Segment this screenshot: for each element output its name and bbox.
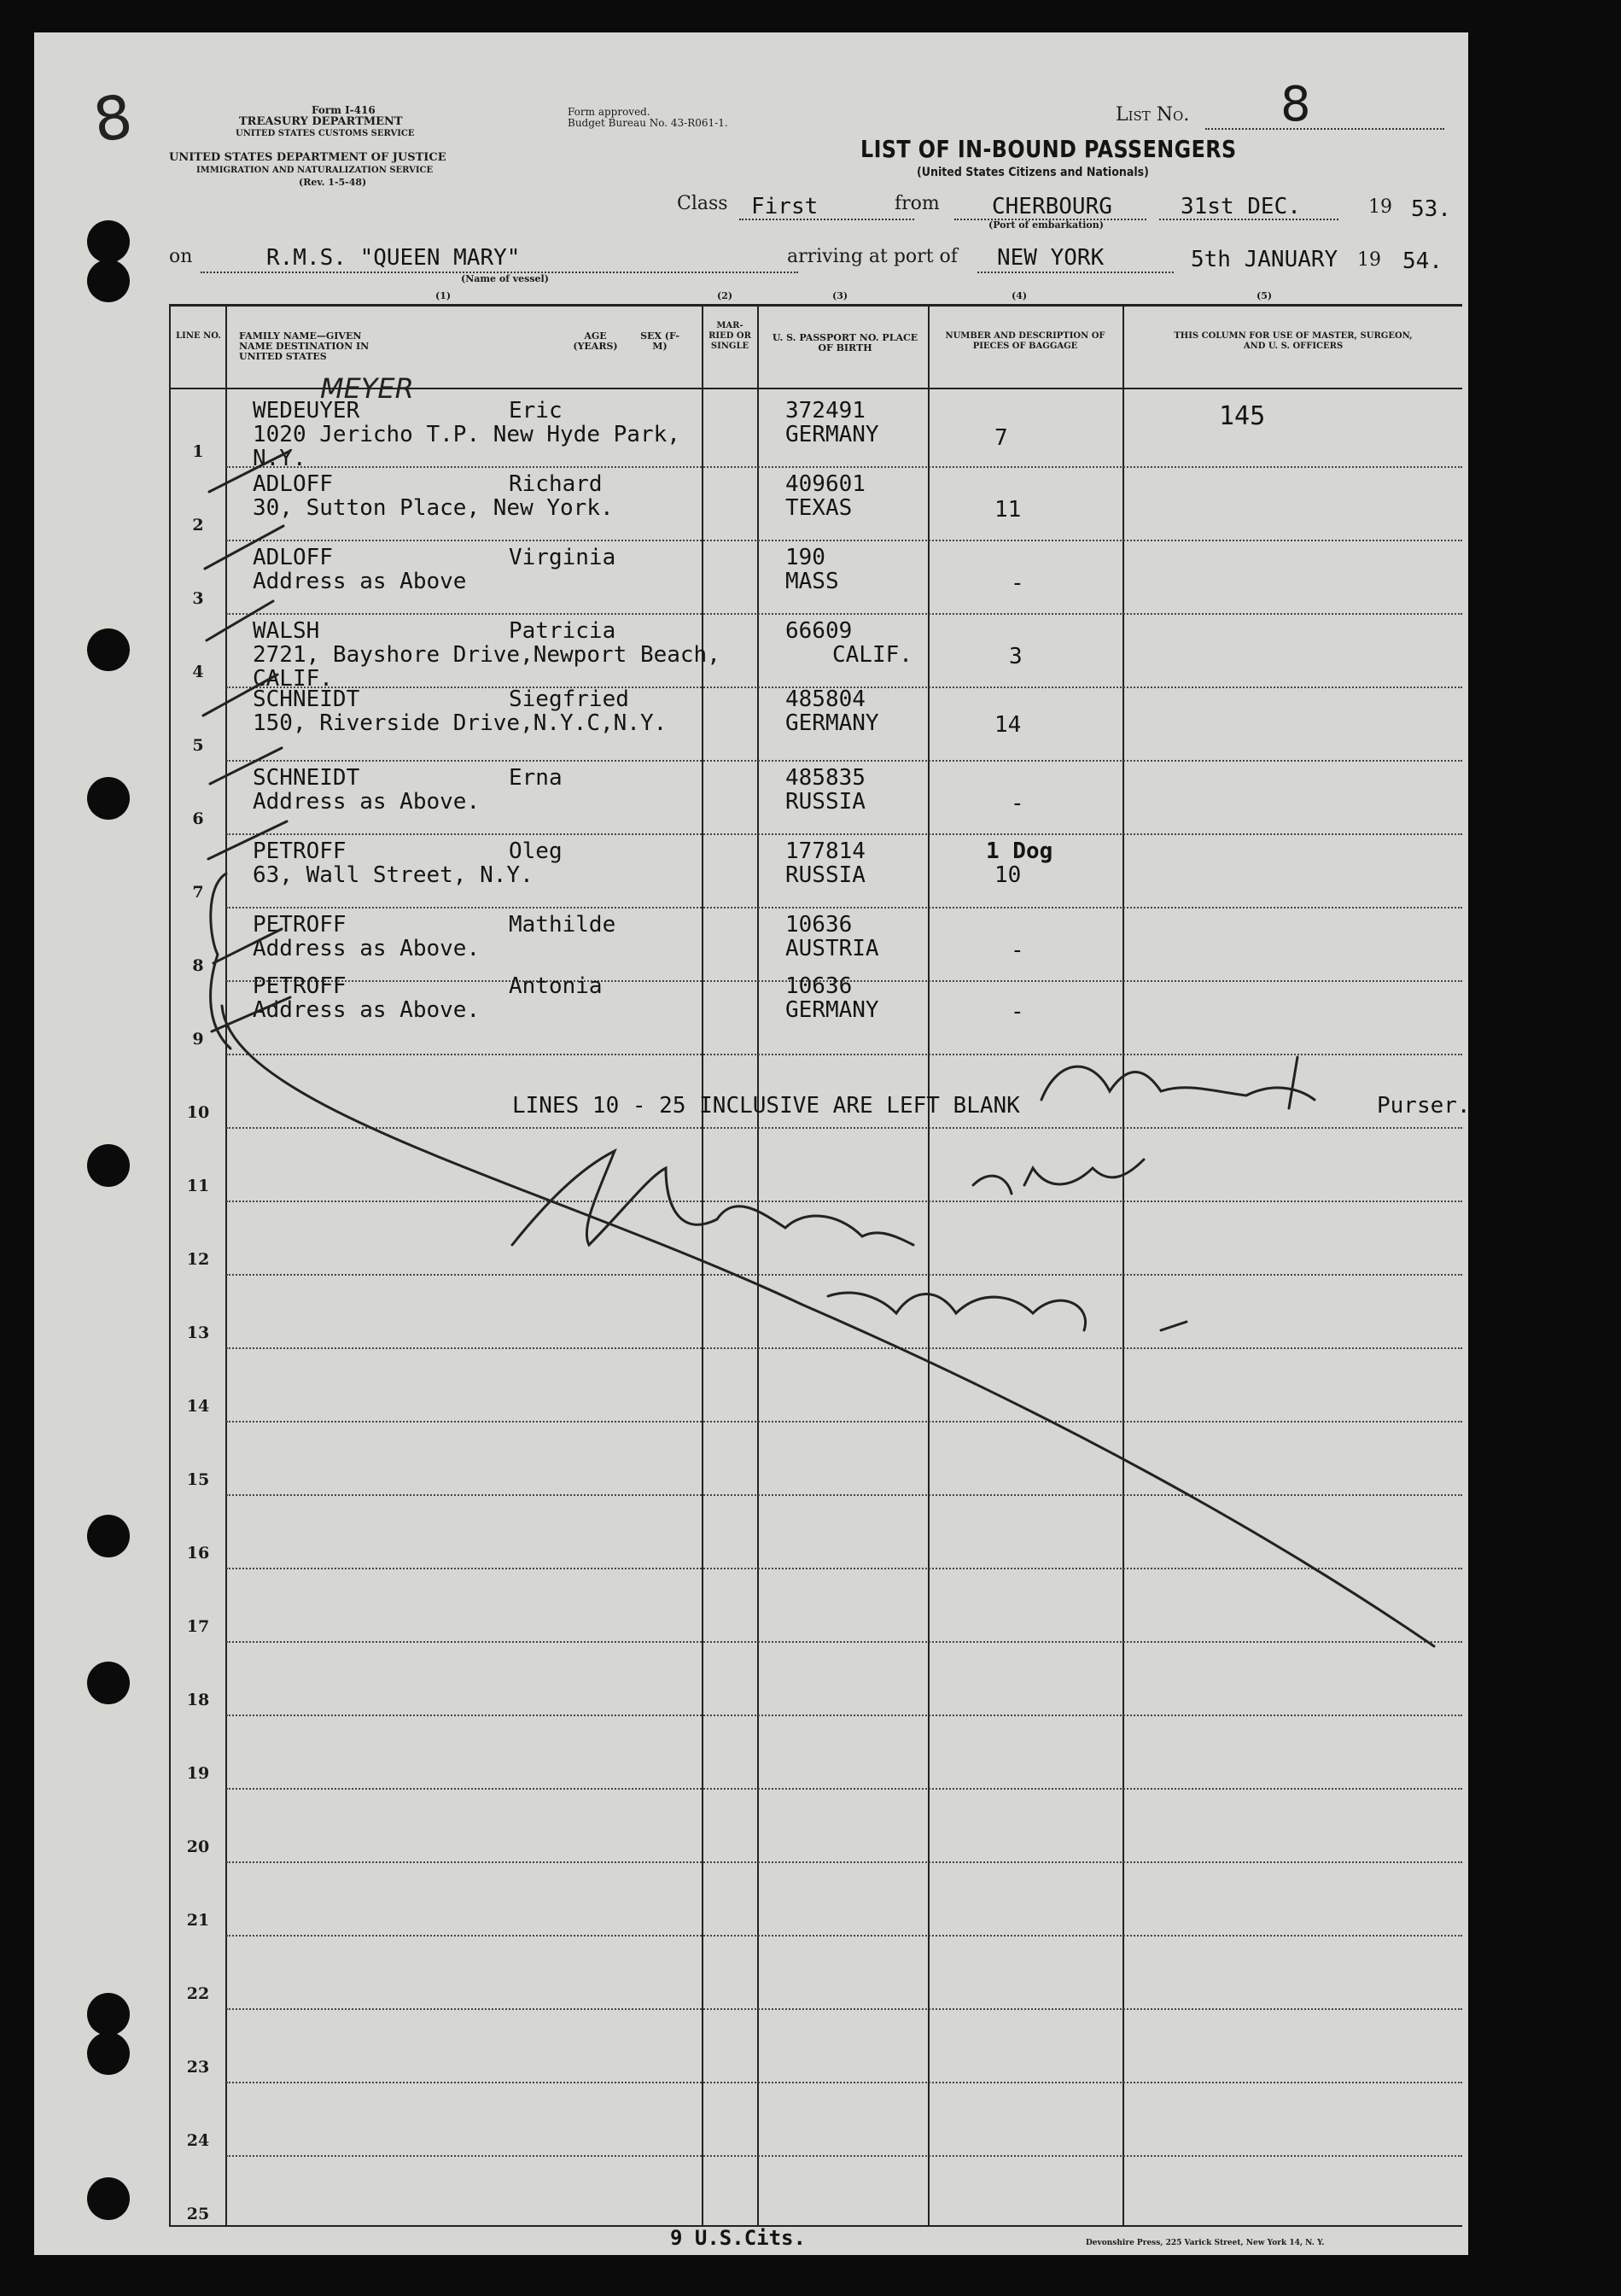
line-number: 9 — [192, 1030, 204, 1049]
header-married: MAR-RIED OR SINGLE — [708, 321, 751, 351]
col-number-2: (2) — [717, 290, 733, 301]
place-of-birth: AUSTRIA — [785, 936, 879, 961]
line-number: 20 — [186, 1837, 210, 1856]
baggage-count: - — [1011, 791, 1024, 816]
place-of-birth: GERMANY — [785, 710, 879, 736]
passenger-given-name: Patricia — [509, 618, 616, 644]
immigration-service: IMMIGRATION AND NATURALIZATION SERVICE — [196, 166, 434, 175]
signature — [973, 1160, 1144, 1194]
passenger-address-cont: CALIF. — [253, 666, 333, 692]
passenger-address: 150, Riverside Drive,N.Y.C,N.Y. — [253, 710, 668, 736]
passenger-family-name: ADLOFF — [253, 471, 333, 497]
line-number: 16 — [186, 1544, 210, 1563]
form-title: LIST OF IN-BOUND PASSENGERS — [860, 135, 1237, 163]
baggage-count: - — [1011, 999, 1024, 1025]
check-mark — [207, 601, 273, 640]
line-number: 4 — [192, 663, 204, 681]
passenger-manifest-sheet — [34, 32, 1471, 2255]
list-no-label: List No. — [1116, 104, 1190, 126]
line-number: 15 — [186, 1470, 210, 1489]
class-label: Class — [677, 193, 728, 214]
department-of-justice: UNITED STATES DEPARTMENT OF JUSTICE — [169, 151, 446, 164]
passenger-given-name: Virginia — [509, 545, 616, 570]
embarkation-port: CHERBOURG — [992, 194, 1112, 219]
form-revision: (Rev. 1-5-48) — [299, 177, 367, 188]
passenger-address: 30, Sutton Place, New York. — [253, 495, 614, 521]
vessel-name: R.M.S. "QUEEN MARY" — [266, 245, 521, 271]
form-number: Form I-416 — [312, 104, 376, 116]
officer-notation: 145 — [1219, 401, 1266, 431]
line-number: 1 — [192, 442, 204, 461]
form-subtitle: (United States Citizens and Nationals) — [917, 166, 1149, 179]
check-mark — [209, 451, 290, 492]
passport-number: 485804 — [785, 686, 866, 712]
passport-number: 10636 — [785, 912, 853, 938]
dash-mark — [1161, 1322, 1187, 1330]
header-age: AGE (YEARS) — [573, 330, 618, 352]
passenger-given-name: Richard — [509, 471, 603, 497]
arrival-century: 19 — [1357, 249, 1381, 271]
class-value: First — [751, 194, 819, 219]
baggage-count: - — [1011, 570, 1024, 596]
passport-number: 177814 — [785, 838, 866, 864]
passenger-given-name: Siegfried — [509, 686, 629, 712]
departure-date: 31st DEC. — [1181, 194, 1301, 219]
bracket-mark — [213, 929, 282, 963]
line-number: 23 — [186, 2058, 210, 2077]
passport-number: 409601 — [785, 471, 866, 497]
line-number: 25 — [186, 2205, 210, 2223]
long-stroke — [222, 1006, 1434, 1646]
check-mark — [210, 748, 282, 784]
passport-number: 66609 — [785, 618, 853, 644]
line-number: 22 — [186, 1984, 210, 2003]
line-number: 10 — [186, 1103, 210, 1122]
list-no-value: 8 — [1280, 77, 1311, 132]
passport-number: 190 — [785, 545, 825, 570]
line-number: 24 — [186, 2131, 210, 2150]
col-number-1: (1) — [435, 290, 452, 301]
col-number-3: (3) — [832, 290, 848, 301]
passenger-address: 1020 Jericho T.P. New Hyde Park, — [253, 422, 680, 447]
passenger-family-name: WALSH — [253, 618, 320, 644]
passport-number: 10636 — [785, 973, 853, 999]
line-number: 5 — [192, 736, 204, 755]
passenger-address-cont: N.Y. — [253, 446, 306, 471]
place-of-birth: MASS — [785, 569, 839, 594]
budget-bureau: Budget Bureau No. 43-R061-1. — [568, 117, 728, 129]
passenger-family-name: SCHNEIDT — [253, 765, 360, 791]
passenger-family-name: SCHNEIDT — [253, 686, 360, 712]
line-number: 8 — [192, 956, 204, 975]
line-number: 14 — [186, 1397, 210, 1416]
check-mark — [205, 526, 283, 569]
header-officers: THIS COLUMN FOR USE OF MASTER, SURGEON, AND U. S. OFFICERS — [1174, 331, 1413, 351]
passenger-given-name: Antonia — [509, 973, 603, 999]
header-passport: U. S. PASSPORT NO. PLACE OF BIRTH — [772, 332, 918, 353]
baggage-description: 1 Dog — [986, 838, 1053, 864]
passenger-family-name: WEDEUYER — [253, 398, 360, 424]
margin-note: 8 — [89, 81, 137, 156]
baggage-count: 11 — [994, 497, 1022, 523]
passport-number: 485835 — [785, 765, 866, 791]
header-baggage: NUMBER AND DESCRIPTION OF PIECES OF BAGGAGE — [945, 331, 1105, 351]
arrival-port: NEW YORK — [997, 245, 1105, 271]
footer-citizen-count: 9 U.S.Cits. — [670, 2226, 806, 2250]
line-number: 3 — [192, 589, 204, 608]
line-number: 19 — [186, 1764, 210, 1783]
baggage-count: 10 — [994, 862, 1022, 888]
blank-lines-note: LINES 10 - 25 INCLUSIVE ARE LEFT BLANK — [512, 1093, 1020, 1119]
line-number: 13 — [186, 1323, 210, 1342]
header-line-no: LINE NO. — [176, 331, 221, 341]
passenger-family-name: PETROFF — [253, 912, 347, 938]
place-of-birth: CALIF. — [832, 642, 913, 668]
signature — [828, 1293, 1086, 1330]
passenger-given-name: Mathilde — [509, 912, 616, 938]
check-mark — [208, 821, 287, 859]
baggage-count: 7 — [994, 425, 1008, 451]
form-approved: Form approved. — [568, 106, 650, 118]
baggage-count: 3 — [1009, 644, 1023, 669]
handwritten-correction: MEYER — [320, 372, 414, 405]
passenger-address: 63, Wall Street, N.Y. — [253, 862, 534, 888]
printer-imprint: Devonshire Press, 225 Varick Street, New York 14, N. Y. — [1086, 2239, 1325, 2247]
place-of-birth: RUSSIA — [785, 862, 866, 888]
baggage-count: 14 — [994, 712, 1022, 738]
passenger-given-name: Erna — [509, 765, 563, 791]
line-number: 7 — [192, 883, 204, 902]
from-label: from — [895, 193, 940, 214]
departure-year: 53. — [1411, 196, 1451, 222]
passport-number: 372491 — [785, 398, 866, 424]
treasury-department: TREASURY DEPARTMENT — [239, 115, 403, 128]
passenger-given-name: Eric — [509, 398, 563, 424]
place-of-birth: GERMANY — [785, 997, 879, 1023]
passenger-family-name: PETROFF — [253, 838, 347, 864]
passenger-family-name: PETROFF — [253, 973, 347, 999]
customs-service: UNITED STATES CUSTOMS SERVICE — [236, 129, 415, 138]
passenger-address: Address as Above — [253, 569, 467, 594]
passenger-address: 2721, Bayshore Drive,Newport Beach, — [253, 642, 720, 668]
baggage-count: - — [1011, 938, 1024, 963]
vessel-caption: (Name of vessel) — [461, 273, 549, 284]
passenger-address: Address as Above. — [253, 789, 481, 815]
handwritten-marks — [34, 32, 1468, 2255]
line-number: 6 — [192, 809, 204, 828]
col-number-5: (5) — [1257, 290, 1273, 301]
passenger-given-name: Oleg — [509, 838, 563, 864]
purser-signature — [1041, 1057, 1315, 1108]
passenger-address: Address as Above. — [253, 997, 481, 1023]
on-label: on — [169, 246, 193, 267]
header-name-destination: FAMILY NAME—GIVEN NAME DESTINATION IN UNITED STATES — [239, 330, 370, 362]
line-number: 12 — [186, 1250, 210, 1269]
purser-label: Purser. — [1377, 1093, 1471, 1119]
check-mark — [203, 675, 277, 716]
place-of-birth: RUSSIA — [785, 789, 866, 815]
departure-century: 19 — [1368, 196, 1392, 218]
port-caption: (Port of embarkation) — [988, 219, 1104, 231]
place-of-birth: GERMANY — [785, 422, 879, 447]
place-of-birth: TEXAS — [785, 495, 853, 521]
line-number: 18 — [186, 1691, 210, 1709]
passenger-family-name: ADLOFF — [253, 545, 333, 570]
line-number: 21 — [186, 1911, 210, 1930]
line-number: 11 — [186, 1177, 210, 1195]
passenger-address: Address as Above. — [253, 936, 481, 961]
arrival-date: 5th JANUARY — [1191, 247, 1338, 272]
arrival-year: 54. — [1402, 248, 1443, 274]
signature — [512, 1151, 913, 1245]
line-number: 17 — [186, 1617, 210, 1636]
line-number: 2 — [192, 516, 204, 535]
col-number-4: (4) — [1012, 290, 1028, 301]
header-sex: SEX (F-M) — [640, 330, 679, 352]
arriving-label: arriving at port of — [787, 246, 958, 267]
